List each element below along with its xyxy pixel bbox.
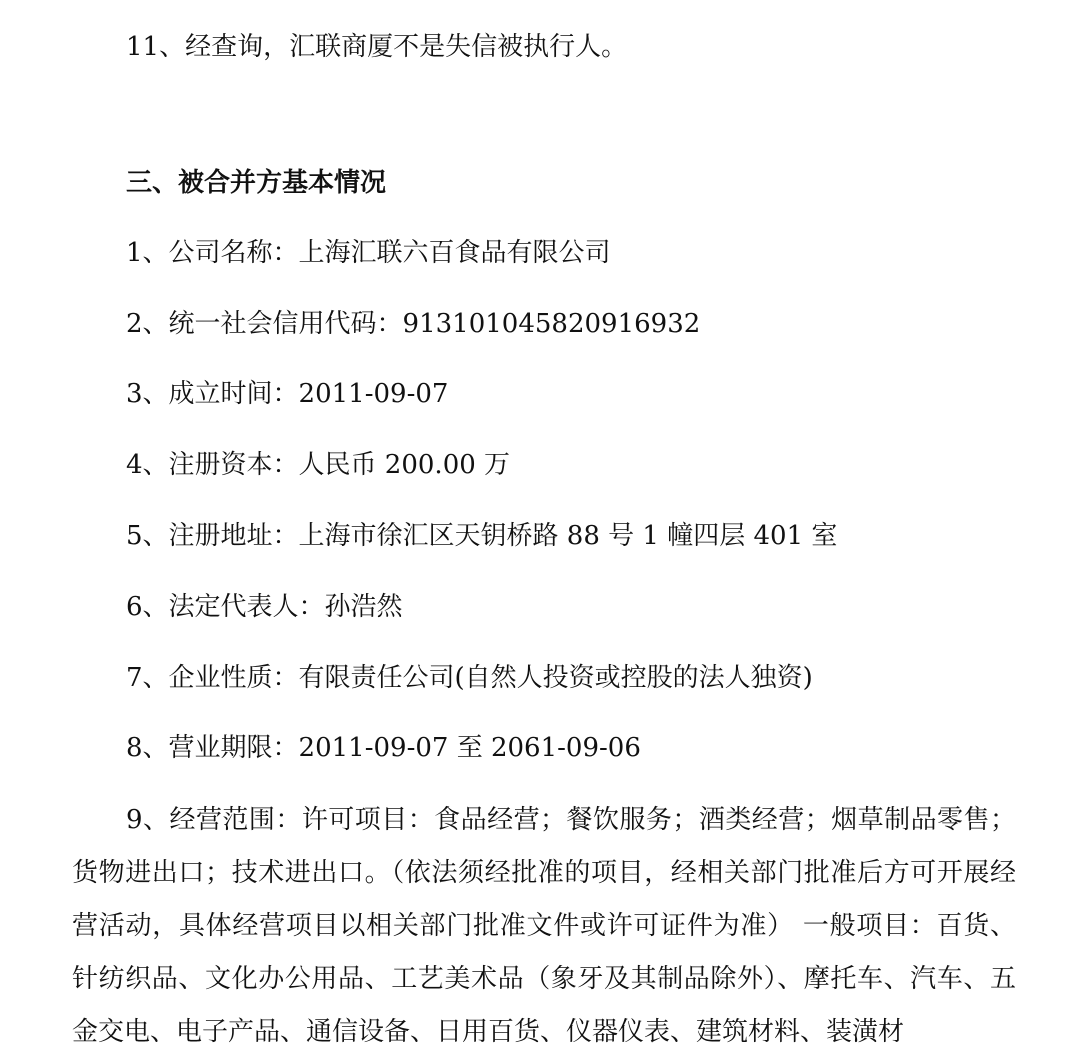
- item-registered-address: 5、注册地址：上海市徐汇区天钥桥路 88 号 1 幢四层 401 室: [126, 521, 838, 551]
- section-heading: 三、被合并方基本情况: [126, 168, 387, 198]
- item-11-text: 11、经查询，汇联商厦不是失信被执行人。: [126, 32, 628, 62]
- item-enterprise-type: 7、企业性质：有限责任公司(自然人投资或控股的法人独资): [126, 663, 813, 693]
- item-company-name: 1、公司名称：上海汇联六百食品有限公司: [126, 238, 611, 268]
- item-credit-code: 2、统一社会信用代码：913101045820916932: [126, 309, 701, 339]
- item-established-date: 3、成立时间：2011-09-07: [126, 379, 449, 409]
- item-legal-representative: 6、法定代表人：孙浩然: [126, 592, 403, 622]
- item-business-scope: 9、经营范围：许可项目：食品经营；餐饮服务；酒类经营；烟草制品零售；货物进出口；技术进出口。（依法须经批准的项目，经相关部门批准后方可开展经营活动，具体经营项目以相关部门批准文件或许可证件为准） 一般项目：百货、针纺织品、文化办公用品、工艺美术品（象牙及其制品除外）、摩托车、汽车、五金交电、电子产品、通信设备、日用百货、仪器仪表、建筑材料、装潢材: [72, 805, 1016, 1047]
- item-business-term: 8、营业期限：2011-09-07 至 2061-09-06: [126, 733, 641, 763]
- item-registered-capital: 4、注册资本：人民币 200.00 万: [126, 450, 511, 480]
